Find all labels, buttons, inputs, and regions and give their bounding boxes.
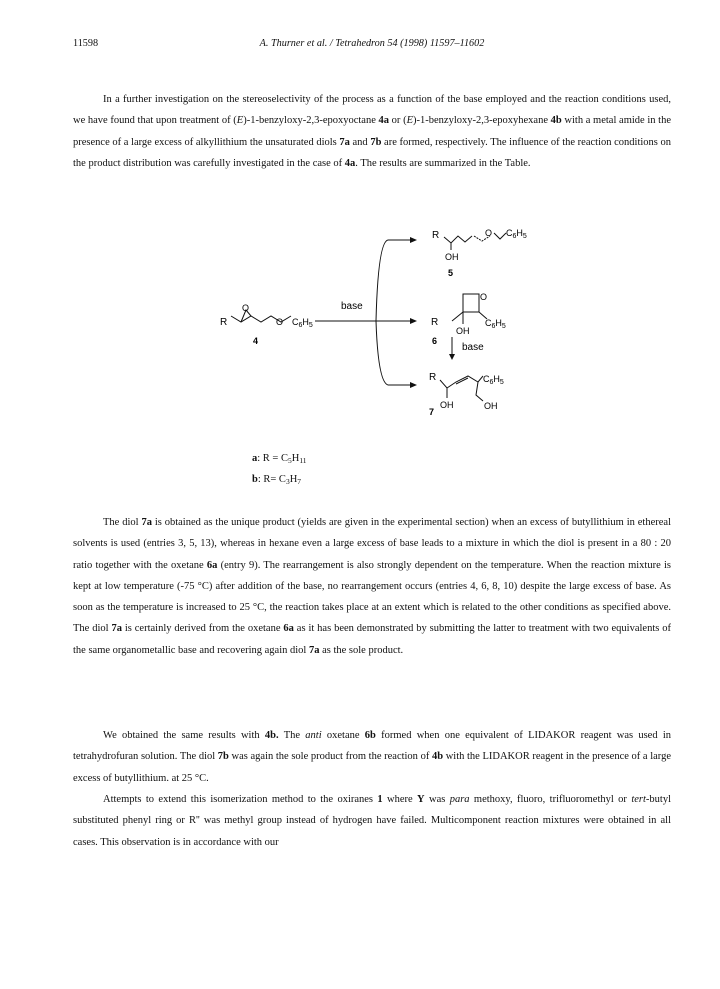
italic-term: tert bbox=[631, 794, 646, 805]
compound-5-o: O bbox=[485, 228, 493, 238]
compound-ref: 4a bbox=[344, 157, 356, 169]
text-run: In a further investigation on the stereoselectivity of the process as a function of the base employed and the reaction conditions used, we have found that upon treatment of ( bbox=[73, 94, 671, 127]
text-run: as it has been demonstrated by submitting the latter to treatment with two equivalents of the same organometallic base and recovering again diol bbox=[73, 623, 671, 656]
compound-ref: 6a bbox=[283, 623, 294, 635]
text-run: The diol bbox=[103, 517, 142, 528]
compound-6-phenyl: $C_6H_5$ bbox=[485, 318, 506, 330]
compound-4-r: R bbox=[220, 317, 228, 328]
compound-7-oh-2: OH bbox=[484, 401, 498, 411]
compound-7-label: 7 bbox=[429, 407, 435, 417]
compound-4-o-epoxide: O bbox=[242, 303, 250, 313]
compound-4-label: 4 bbox=[253, 336, 259, 346]
text-run: or ( bbox=[389, 115, 407, 127]
text-run: (entry 9). The rearrangement is also strongly dependent on the temperature. When the reaction mixture is kept at low temperature (-75 °C) after addition of the base, no rearrangement occurs (entries 4, 6, 8, 10) despite the large excess of base. As soon as the temperature is increased to 25 °C, the reaction takes place at an extent which is related to the other conditions as specified above. The diol bbox=[73, 559, 671, 635]
text-run: methoxy, fluoro, trifluoromethyl or bbox=[469, 794, 632, 805]
text-run: was again the sole product from the reaction of bbox=[228, 751, 432, 763]
text-run: and bbox=[349, 136, 371, 148]
text-run: are formed, respectively. The influence of the reaction conditions on the product distribution was carefully investigated in the case of bbox=[73, 136, 672, 169]
compound-ref: 1 bbox=[377, 794, 383, 805]
text-run: We obtained the same results with bbox=[103, 730, 265, 741]
paragraph-attempts bbox=[73, 789, 671, 853]
compound-ref: 4b bbox=[550, 115, 562, 127]
italic-term: E bbox=[236, 115, 244, 127]
compound-5-oh: OH bbox=[445, 252, 459, 262]
compound-6-o: O bbox=[480, 292, 488, 302]
compound-7-structure bbox=[440, 376, 483, 401]
compound-ref: 7b bbox=[217, 751, 229, 763]
compound-ref: 6a bbox=[206, 559, 218, 571]
step-arrow-reagent: base bbox=[462, 342, 484, 353]
compound-ref: 7a bbox=[308, 644, 320, 656]
paragraph-4b-results bbox=[73, 725, 671, 789]
compound-ref: 4b bbox=[431, 751, 444, 763]
legend-b: b: $R= C_3H_7$ bbox=[252, 474, 302, 486]
running-title: A. Thurner et al. / Tetrahedron 54 (1998) 11597–11602 bbox=[259, 38, 485, 49]
text-run: is certainly derived from the oxetane bbox=[121, 623, 284, 635]
compound-ref: 7a bbox=[111, 623, 122, 635]
text-run: as the sole product. bbox=[319, 644, 404, 656]
compound-7-oh-1: OH bbox=[440, 400, 454, 410]
compound-6-oh: OH bbox=[456, 326, 470, 336]
text-run: . The results are summarized in the Table. bbox=[355, 157, 531, 169]
compound-5-phenyl: $C_6H_5$ bbox=[506, 228, 527, 240]
paragraph-intro bbox=[73, 89, 671, 174]
text-run: with a metal amide in the presence of a large excess of alkyllithium the unsaturated diols bbox=[73, 115, 671, 148]
italic-term: anti bbox=[305, 730, 322, 741]
legend-a: a: $R = C_5H_{11}$ bbox=[252, 453, 307, 465]
text-run: where bbox=[382, 794, 418, 805]
compound-ref: 7b bbox=[370, 136, 382, 148]
italic-term: para bbox=[449, 794, 470, 805]
compound-4-o-ether: O bbox=[276, 317, 284, 327]
step-arrowhead bbox=[449, 354, 455, 360]
text-run: )-1-benzyloxy-2,3-epoxyoctane bbox=[243, 115, 379, 127]
compound-4-phenyl: $C_6H_5$ bbox=[292, 317, 313, 329]
arrowhead-to-7 bbox=[410, 382, 417, 388]
text-run: oxetane bbox=[321, 730, 365, 741]
compound-6-label: 6 bbox=[432, 336, 438, 346]
text-run: The bbox=[278, 730, 306, 741]
paragraph-diol-7a bbox=[73, 512, 671, 661]
compound-ref: Y bbox=[417, 794, 425, 805]
text-run: )-1-benzyloxy-2,3-epoxyhexane bbox=[413, 115, 551, 127]
compound-5-r: R bbox=[432, 230, 440, 241]
page-number: 11598 bbox=[73, 38, 99, 49]
text-run: was bbox=[424, 794, 450, 805]
text-run: formed when one equivalent of LIDAKOR reagent was used in tetrahydrofuran solution. The diol bbox=[73, 730, 672, 763]
main-arrow-reagent: base bbox=[341, 301, 363, 312]
compound-ref: 6b bbox=[364, 730, 376, 741]
compound-5-structure bbox=[444, 233, 506, 250]
compound-ref: 4a bbox=[378, 115, 390, 127]
compound-5-label: 5 bbox=[448, 268, 454, 278]
branch-bracket bbox=[376, 240, 388, 385]
compound-7-r: R bbox=[429, 372, 437, 383]
text-run: with the LIDAKOR reagent in the presence of a large excess of butyllithium. at 25 °C. bbox=[73, 751, 672, 784]
main-arrowhead bbox=[410, 318, 417, 324]
text-run: is obtained as the unique product (yields are given in the experimental section) when an excess of butyllithium in ethereal solvents is used (entries 3, 5, 13), whereas in hexane even a large excess of base leads to a mixture in which the diol is present in a 80 : 20 ratio together with the oxetane bbox=[73, 517, 671, 571]
compound-ref: 4b. bbox=[264, 730, 279, 741]
running-header bbox=[73, 38, 671, 54]
text-run: Attempts to extend this isomerization method to the oxiranes bbox=[103, 794, 378, 805]
reaction-scheme bbox=[200, 222, 580, 442]
compound-ref: 7a bbox=[141, 517, 152, 528]
italic-term: E bbox=[406, 115, 414, 127]
compound-6-r: R bbox=[431, 317, 439, 328]
text-run: -butyl substituted phenyl ring or R'' was methyl group instead of hydrogen have failed. Multicomponent reaction mixtures were obtained in all cases. This observation is in accordance with our bbox=[73, 794, 671, 848]
arrowhead-to-5 bbox=[410, 237, 417, 243]
compound-ref: 7a bbox=[339, 136, 350, 148]
compound-7-phenyl: $C_6H_5$ bbox=[483, 374, 504, 386]
